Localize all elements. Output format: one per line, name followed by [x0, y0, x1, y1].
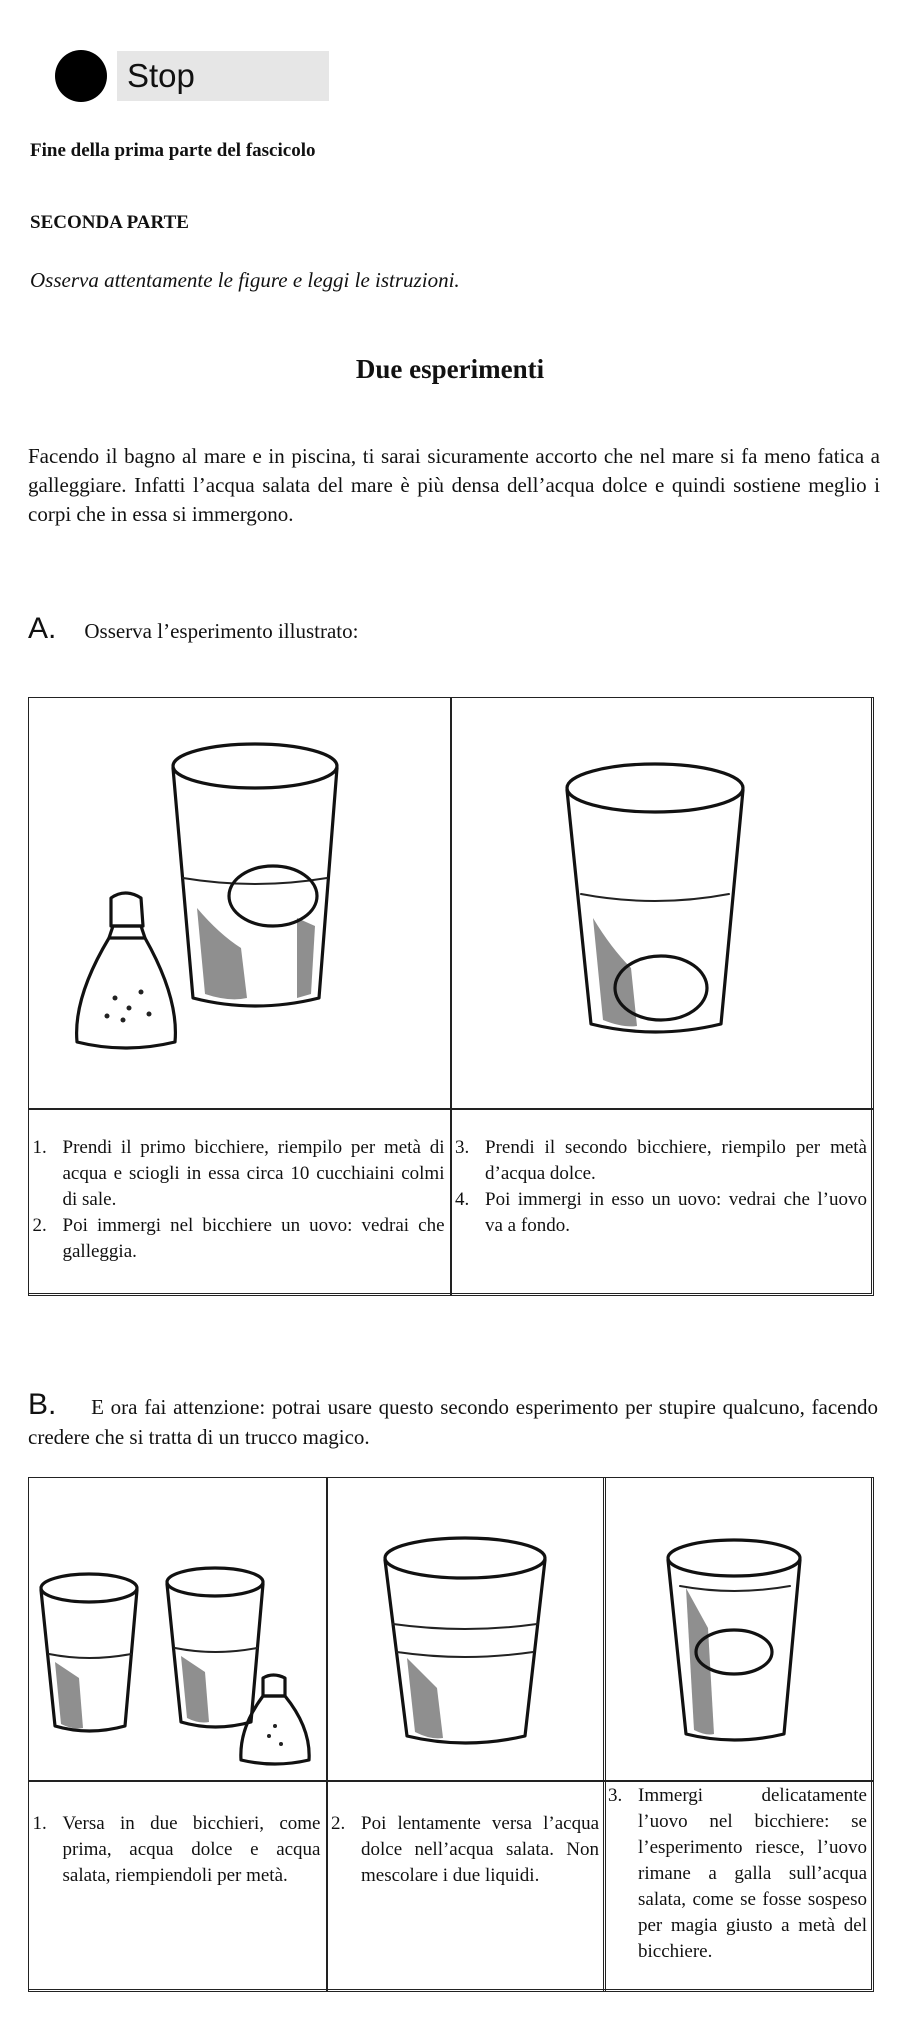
steps-list: [331, 1811, 599, 1889]
step-item: [455, 1135, 867, 1187]
stop-label: Stop: [117, 51, 329, 101]
step-item: [331, 1811, 599, 1889]
egg-icon: [229, 866, 317, 926]
step-number: 1.: [32, 1137, 47, 1158]
experiment-b-step-3: [603, 1780, 874, 1992]
step-number: 1.: [32, 1813, 47, 1834]
experiment-b-step-1: [28, 1780, 328, 1992]
section-b-label: E ora fai attenzione: potrai usare questo secondo esperimento per stupire qualcuno, facendo credere che si tratta di un trucco magico.: [28, 1395, 879, 1449]
stop-marker: [55, 50, 329, 102]
steps-list: [608, 1783, 867, 1965]
experiment-a-image-2: [450, 697, 874, 1110]
experiment-b-image-1: [28, 1477, 328, 1782]
step-item: [608, 1783, 867, 1965]
step-text: Poi lentamente versa l’acqua dolce nell’acqua salata. Non mescolare i due liquidi.: [361, 1813, 599, 1886]
experiment-a-table: [28, 697, 872, 1294]
instruction-text: Osserva attentamente le figure e leggi le istruzioni.: [30, 268, 460, 292]
step-number: 3.: [608, 1785, 623, 1806]
section-b-heading: [28, 1390, 878, 1452]
experiment-b-step-2: [326, 1780, 606, 1992]
water-glass-icon: [167, 1568, 263, 1727]
section-a-heading: [28, 612, 358, 646]
experiment-a-steps-right: [450, 1108, 874, 1296]
step-text: Prendi il primo bicchiere, riempilo per metà di acqua e sciogli in essa circa 10 cucchiaini colmi di sale.: [62, 1137, 445, 1210]
experiment-a-steps-left: [28, 1108, 452, 1296]
experiment-b-table: [28, 1477, 872, 1990]
section-a-label: Osserva l’esperimento illustrato:: [84, 619, 359, 643]
experiment-b-image-2: [326, 1477, 606, 1782]
step-number: 3.: [455, 1137, 470, 1158]
steps-list: [455, 1135, 867, 1239]
step-text: Poi immergi nel bicchiere un uovo: vedrai che galleggia.: [62, 1215, 445, 1262]
page-title: Due esperimenti: [355, 354, 545, 384]
step-text: Versa in due bicchieri, come prima, acqua dolce e acqua salata, riempiendoli per metà.: [62, 1813, 321, 1886]
step-text: Immergi delicatamente l’uovo nel bicchiere: se l’esperimento riesce, l’uovo rimane a galla sull’acqua salata, come se fosse sospeso per magia giusto a metà del bicchiere.: [638, 1785, 867, 1962]
steps-list: [33, 1135, 445, 1265]
step-number: 2.: [331, 1813, 346, 1834]
water-glass-icon: [385, 1538, 545, 1743]
step-item: [33, 1213, 445, 1265]
intro-paragraph: Facendo il bagno al mare e in piscina, ti sarai sicuramente accorto che nel mare si fa meno fatica a galleggiare. Infatti l’acqua salata del mare è più densa dell’acqua dolce e quindi sostiene meglio i corpi che in essa si immergono.: [28, 444, 880, 526]
steps-list: [33, 1811, 321, 1889]
step-text: Prendi il secondo bicchiere, riempilo per metà d’acqua dolce.: [485, 1137, 867, 1184]
stop-dot-icon: [55, 50, 107, 102]
section-b-letter: B.: [28, 1388, 57, 1421]
experiment-b-image-3: [603, 1477, 874, 1782]
step-text: Poi immergi in esso un uovo: vedrai che l’uovo va a fondo.: [485, 1189, 867, 1236]
experiment-a-image-1: [28, 697, 452, 1110]
step-number: 4.: [455, 1189, 470, 1210]
part-two-heading: SECONDA PARTE: [30, 212, 189, 233]
water-glass-icon: [173, 744, 337, 1006]
salt-shaker-icon: [76, 893, 175, 1048]
step-item: [33, 1135, 445, 1213]
part-end-heading: Fine della prima parte del fascicolo: [30, 140, 316, 161]
step-item: [455, 1187, 867, 1239]
water-glass-icon: [668, 1540, 800, 1740]
water-glass-icon: [567, 764, 743, 1032]
section-a-letter: A.: [28, 612, 57, 645]
step-number: 2.: [32, 1215, 47, 1236]
water-glass-icon: [41, 1574, 137, 1731]
step-item: [33, 1811, 321, 1889]
